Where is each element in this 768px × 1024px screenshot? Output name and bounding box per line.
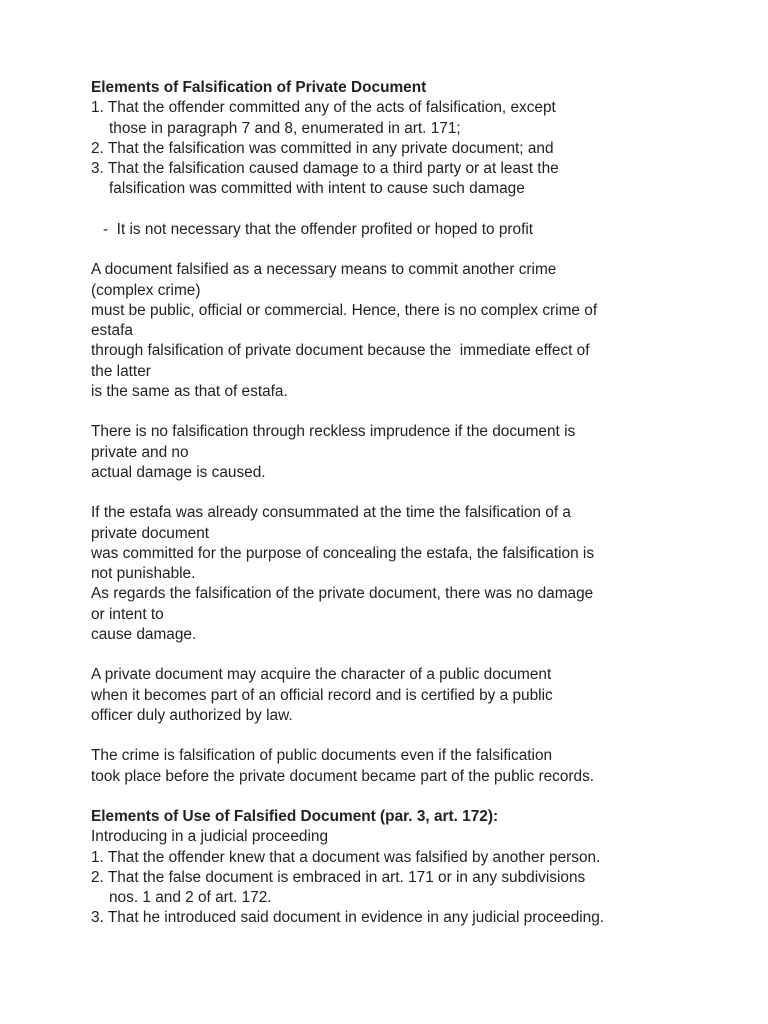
- bullet-note: - It is not necessary that the offender profited or hoped to profit: [103, 220, 534, 238]
- paragraph-line: There is no falsification through reckless imprudence if the document is: [91, 423, 576, 441]
- paragraph-line: estafa: [91, 322, 133, 339]
- paragraph-line: private and no: [91, 443, 189, 461]
- paragraph-line: private document: [91, 524, 210, 542]
- paragraph-line: took place before the private document became part of the public records.: [91, 767, 595, 785]
- section-heading-private-document: Elements of Falsification of Private Document: [91, 79, 427, 96]
- paragraph-line: As regards the falsification of the private document, there was no damage: [91, 585, 594, 603]
- paragraph-line: through falsification of private document because the immediate effect of: [91, 342, 590, 360]
- list-item-1-continued: those in paragraph 7 and 8, enumerated in art. 171;: [109, 119, 461, 137]
- list-item-2-continued: nos. 1 and 2 of art. 172.: [109, 889, 272, 906]
- paragraph-line: cause damage.: [91, 625, 197, 643]
- section-heading-use-falsified-document: Elements of Use of Falsified Document (par. 3, art. 172):: [91, 808, 499, 825]
- paragraph-line: A document falsified as a necessary means to commit another crime: [91, 261, 557, 279]
- spacer: [91, 402, 731, 422]
- section-subheading: Introducing in a judicial proceeding: [91, 828, 328, 846]
- spacer: [91, 787, 731, 807]
- paragraph-line: A private document may acquire the character of a public document: [91, 666, 552, 684]
- paragraph-line: or intent to: [91, 605, 164, 623]
- paragraph-line: not punishable.: [91, 565, 196, 582]
- list-item-3: 3. That the falsification caused damage to a third party or at least the: [91, 160, 559, 177]
- spacer: [91, 200, 731, 220]
- spacer: [91, 645, 731, 665]
- spacer: [91, 240, 731, 260]
- list-item-1: 1. That the offender committed any of the acts of falsification, except: [91, 99, 556, 117]
- spacer: [91, 483, 731, 503]
- paragraph-line: when it becomes part of an official record and is certified by a public: [91, 686, 553, 704]
- document-page: [91, 78, 731, 929]
- list-item-1: 1. That the offender knew that a document was falsified by another person.: [91, 848, 601, 866]
- paragraph-line: (complex crime): [91, 281, 201, 299]
- paragraph-line: was committed for the purpose of concealing the estafa, the falsification is: [91, 544, 595, 562]
- list-item-3: 3. That he introduced said document in evidence in any judicial proceeding.: [91, 909, 605, 927]
- list-item-2: 2. That the falsification was committed in any private document; and: [91, 139, 554, 157]
- paragraph-line: must be public, official or commercial. Hence, there is no complex crime of: [91, 301, 598, 319]
- paragraph-line: If the estafa was already consummated at the time the falsification of a: [91, 504, 571, 522]
- spacer: [91, 726, 731, 746]
- paragraph-line: the latter: [91, 362, 151, 380]
- paragraph-line: actual damage is caused.: [91, 463, 266, 481]
- paragraph-line: The crime is falsification of public documents even if the falsification: [91, 747, 553, 765]
- paragraph-line: is the same as that of estafa.: [91, 382, 288, 400]
- list-item-3-continued: falsification was committed with intent to cause such damage: [109, 180, 525, 198]
- paragraph-line: officer duly authorized by law.: [91, 706, 293, 724]
- list-item-2: 2. That the false document is embraced in art. 171 or in any subdivisions: [91, 868, 586, 886]
